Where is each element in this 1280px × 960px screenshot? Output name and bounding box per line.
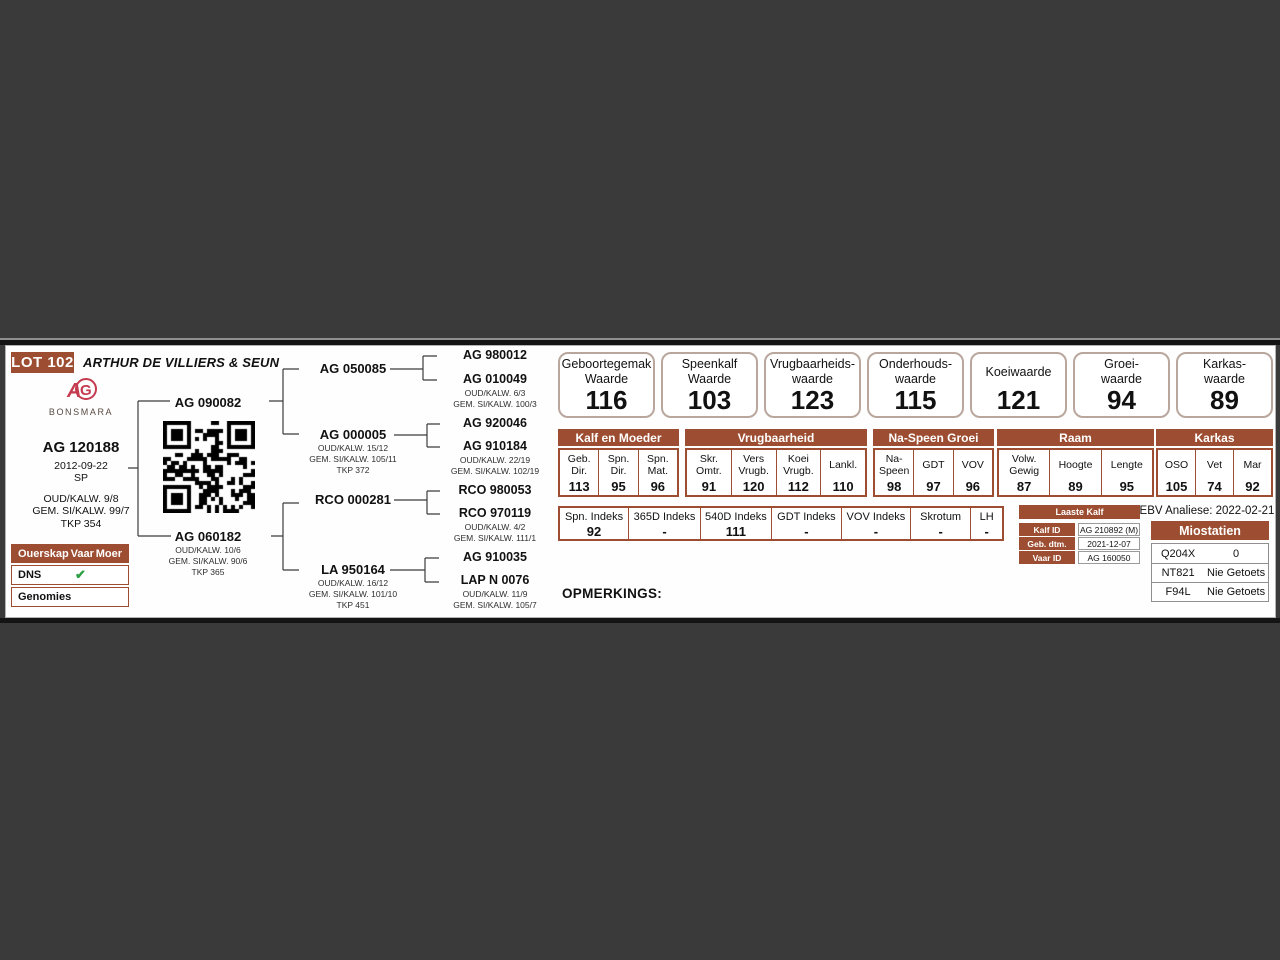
qr-code — [163, 421, 255, 513]
ebv-box-row — [558, 352, 1273, 418]
subject-detail: GEM. SI/KALW. 99/7 — [32, 505, 130, 518]
pedigree-node: AG 910184 OUD/KALW. 22/19 GEM. SI/KALW. 102/19 — [450, 439, 540, 476]
catalog-card — [5, 345, 1276, 618]
subject-detail: OUD/KALW. 9/8 — [43, 492, 119, 505]
subject-status: SP — [73, 472, 88, 485]
ebv-box-geboortegemak: Geboortegemak Waarde 116 — [558, 352, 655, 418]
pedigree-node: LAP N 0076 OUD/KALW. 11/9 GEM. SI/KALW. 105/7 — [453, 573, 537, 610]
subject-animal — [11, 439, 151, 530]
laaste-kalf-value: AG 160050 — [1078, 551, 1140, 564]
subject-detail: TKP 354 — [60, 517, 102, 530]
pedigree-node: LA 950164 OUD/KALW. 16/12 GEM. SI/KALW. 101/10 TKP 451 — [308, 562, 398, 611]
bonsmara-logo-text: BONSMARA — [48, 407, 114, 417]
pedigree-node: RCO 000281 — [315, 492, 391, 507]
pedigree-node-dam: AG 060182 OUD/KALW. 10/6 GEM. SI/KALW. 90/6 TKP 365 — [168, 529, 248, 578]
pedigree-node: AG 000005 OUD/KALW. 15/12 GEM. SI/KALW. 105/11 TKP 372 — [309, 427, 397, 476]
dns-label: DNS — [18, 569, 42, 581]
laaste-kalf-label: Geb. dtm. — [1019, 537, 1075, 550]
subject-id: AG 120188 — [42, 439, 120, 456]
lot-badge: LOT 102 — [11, 354, 74, 371]
miostatien-header: Miostatien — [1151, 521, 1269, 540]
pedigree-node: AG 910035 — [463, 550, 527, 564]
check-icon: ✔ — [75, 567, 86, 582]
indeks-col-spn: Spn. Indeks 92 — [564, 511, 624, 539]
pedigree-node: AG 920046 — [463, 416, 527, 430]
parentage-header — [11, 544, 129, 563]
svg-text:G: G — [80, 382, 92, 399]
miostatien-row: NT821 Nie Getoets — [1152, 563, 1268, 582]
laaste-kalf-value: AG 210892 (M) — [1079, 524, 1139, 535]
bonsmara-logo-mark — [58, 374, 104, 404]
parentage-col-moer: Moer — [95, 547, 122, 560]
trait-group-kalf-en-moeder: Kalf en Moeder Geb. Dir. 113 Spn. Dir. 95 Spn. Mat. 96 — [558, 429, 679, 497]
ebv-box-speenkalf: Speenkalf Waarde 103 — [661, 352, 758, 418]
miostatien-row: F94L Nie Getoets — [1152, 582, 1268, 601]
ebv-box-koeiwaarde: Koeiwaarde 121 — [970, 352, 1067, 418]
laaste-kalf-label: Kalf ID — [1019, 523, 1075, 536]
indeks-col-365d: 365D Indeks - — [628, 508, 700, 539]
indeks-col-540d: 540D Indeks 111 — [700, 508, 771, 539]
ebv-analiese-date: EBV Analiese: 2022-02-21 — [1139, 505, 1275, 517]
subject-dob: 2012-09-22 — [54, 460, 108, 472]
pedigree-node-sire: AG 090082 — [174, 395, 242, 410]
pedigree-node: AG 050085 — [319, 361, 387, 376]
pedigree-node: RCO 980053 — [458, 483, 532, 497]
miostatien-table — [1151, 543, 1269, 602]
trait-group-na-speen-groei: Na-Speen Groei Na- Speen 98 GDT 97 VOV 96 — [873, 429, 994, 497]
indeks-col-gdt: GDT Indeks - — [771, 508, 841, 539]
laaste-kalf-header: Laaste Kalf — [1019, 505, 1140, 519]
pedigree-node: RCO 970119 OUD/KALW. 4/2 GEM. SI/KALW. 111/1 — [453, 506, 537, 543]
parentage-col-vaar: Vaar — [70, 547, 94, 560]
indeks-col-skrotum: Skrotum - — [910, 508, 970, 539]
trait-group-raam: Raam Volw. Gewig 87 Hoogte 89 Lengte 95 — [997, 429, 1154, 497]
indeks-table — [558, 506, 1004, 541]
bonsmara-logo — [11, 374, 151, 417]
pedigree-node: AG 980012 — [463, 348, 527, 362]
genomies-label: Genomies — [18, 591, 72, 603]
parentage-row-genomies — [11, 587, 129, 607]
ebv-box-vrugbaarheid: Vrugbaarheids- waarde 123 — [764, 352, 861, 418]
laaste-kalf-label: Vaar ID — [1019, 551, 1075, 564]
parentage-row-dns — [11, 565, 129, 585]
indeks-col-vov: VOV Indeks - — [841, 508, 910, 539]
opmerkings-label: OPMERKINGS: — [562, 586, 663, 601]
parentage-col-ouerskap: Ouerskap — [18, 547, 69, 560]
trait-group-vrugbaarheid: Vrugbaarheid Skr. Omtr. 91 Vers Vrugb. 120 Koei Vrugb. 112 Lankl. 110 — [685, 429, 867, 497]
ebv-box-karkas: Karkas- waarde 89 — [1176, 352, 1273, 418]
miostatien-row: Q204X 0 — [1160, 547, 1240, 560]
trait-group-karkas: Karkas OSO 105 Vet 74 Mar 92 — [1156, 429, 1273, 497]
svg-text:A: A — [67, 380, 82, 402]
bottom-black-band — [0, 618, 1280, 623]
owner-name: ARTHUR DE VILLIERS & SEUN — [83, 355, 280, 370]
indeks-col-lh: LH - — [970, 508, 1002, 539]
pedigree-node: AG 010049 OUD/KALW. 6/3 GEM. SI/KALW. 100/3 — [453, 372, 537, 409]
laaste-kalf-value: 2021-12-07 — [1078, 537, 1140, 550]
ebv-box-onderhoud: Onderhouds- waarde 115 — [867, 352, 964, 418]
ebv-box-groei: Groei- waarde 94 — [1073, 352, 1170, 418]
